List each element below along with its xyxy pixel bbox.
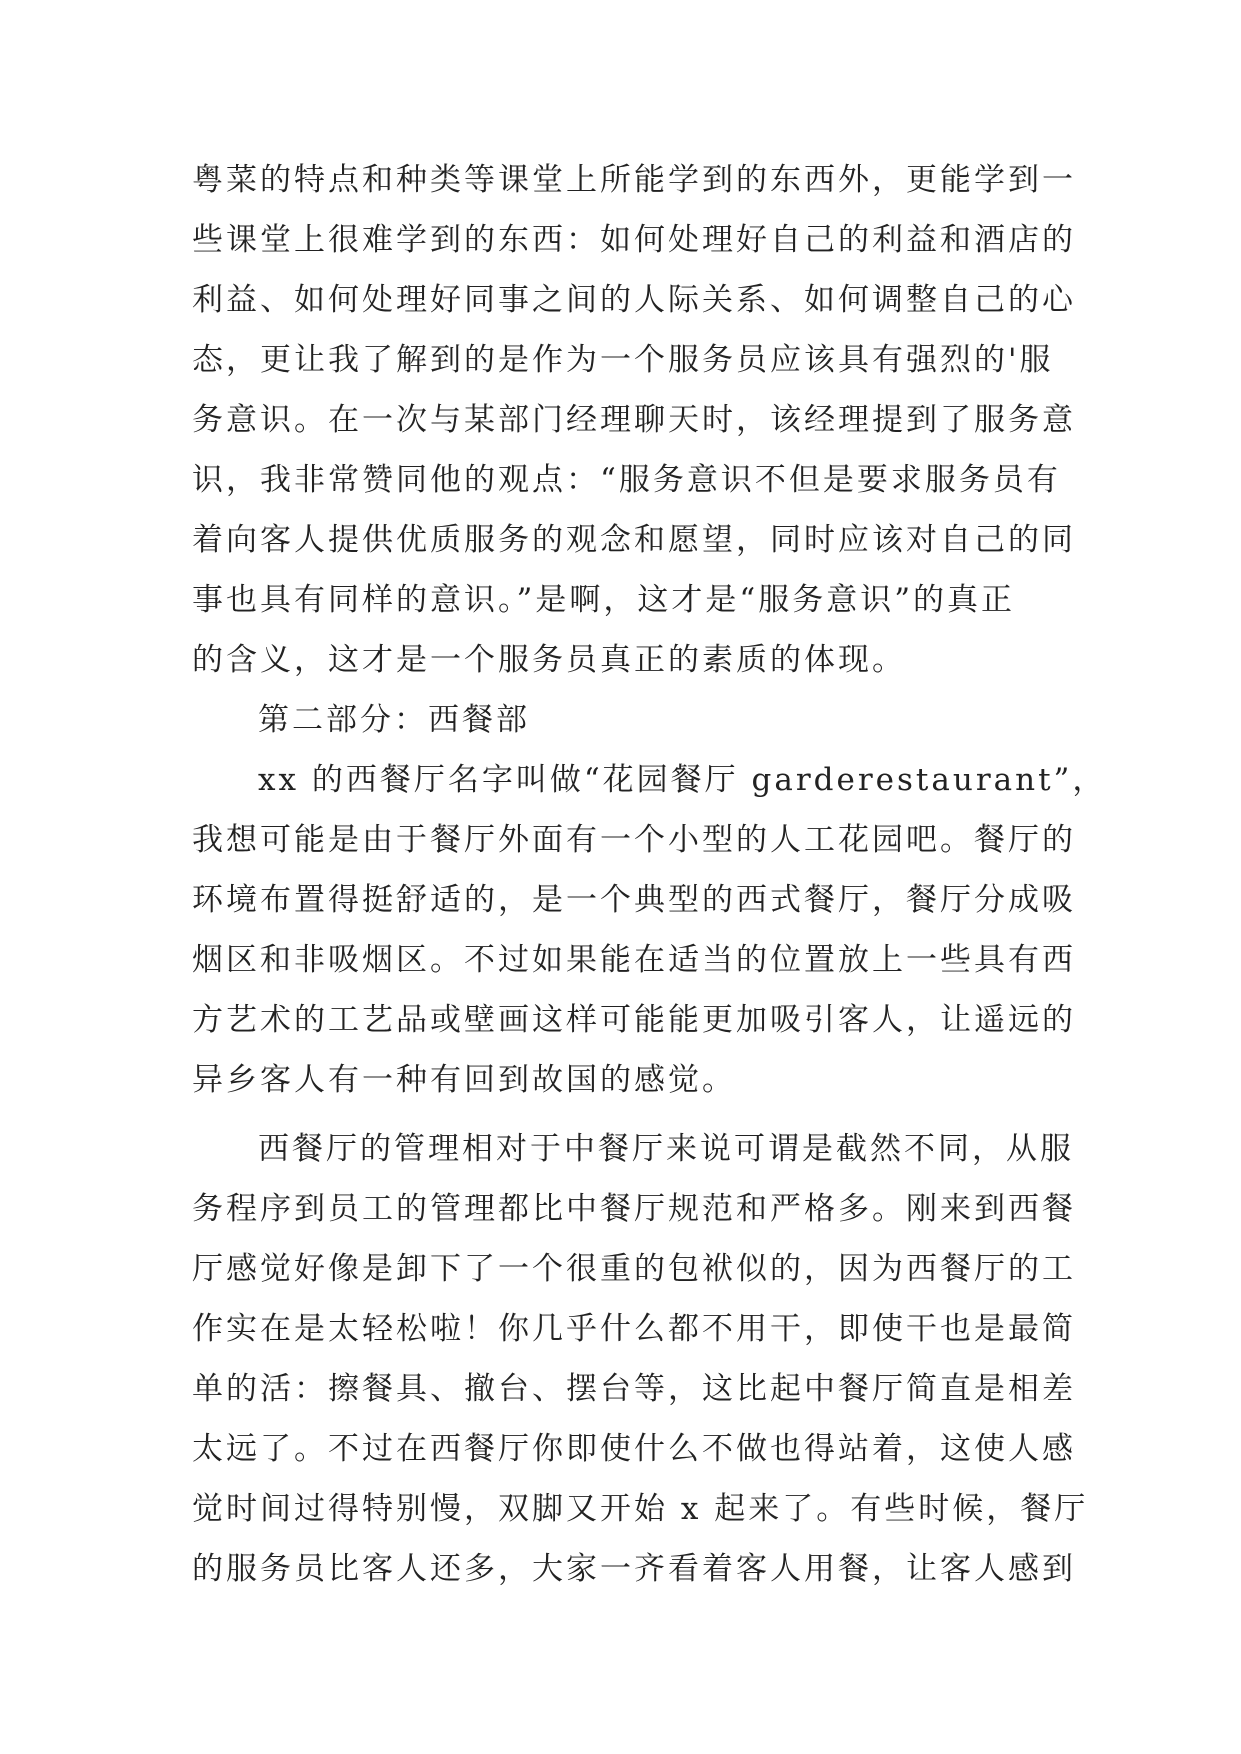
text-line: 的服务员比客人还多，大家一齐看着客人用餐，让客人感到 <box>192 1551 1076 1587</box>
text-line: 方艺术的工艺品或壁画这样可能能更加吸引客人，让遥远的 <box>192 1002 1076 1038</box>
text-line: 着向客人提供优质服务的观念和愿望，同时应该对自己的同 <box>192 522 1076 558</box>
text-line: 务意识。在一次与某部门经理聊天时，该经理提到了服务意 <box>192 402 1076 438</box>
text-line: 务程序到员工的管理都比中餐厅规范和严格多。刚来到西餐 <box>192 1191 1076 1227</box>
text-line: 的含义，这才是一个服务员真正的素质的体现。 <box>192 642 906 678</box>
text-line: 太远了。不过在西餐厅你即使什么不做也得站着，这使人感 <box>192 1431 1076 1467</box>
text-line: 事也具有同样的意识。”是啊，这才是“服务意识”的真正 <box>192 582 1016 618</box>
paragraph-start-line: 西餐厅的管理相对于中餐厅来说可谓是截然不同，从服 <box>258 1131 1074 1167</box>
text-line: 异乡客人有一种有回到故国的感觉。 <box>192 1062 736 1098</box>
text-line: 觉时间过得特别慢，双脚又开始 x 起来了。有些时候，餐厅 <box>192 1491 1089 1527</box>
text-line: 态，更让我了解到的是作为一个服务员应该具有强烈的'服 <box>192 342 1054 378</box>
text-line: 利益、如何处理好同事之间的人际关系、如何调整自己的心 <box>192 282 1076 318</box>
text-line: 单的活：擦餐具、撤台、摆台等，这比起中餐厅简直是相差 <box>192 1371 1076 1407</box>
text-line: 识，我非常赞同他的观点：“服务意识不但是要求服务员有 <box>192 462 1061 498</box>
text-line: 粤菜的特点和种类等课堂上所能学到的东西外，更能学到一 <box>192 162 1076 198</box>
text-line: 环境布置得挺舒适的，是一个典型的西式餐厅，餐厅分成吸 <box>192 882 1076 918</box>
text-line: 作实在是太轻松啦！你几乎什么都不用干，即使干也是最简 <box>192 1311 1076 1347</box>
document-body <box>192 150 1107 1599</box>
text-line: 我想可能是由于餐厅外面有一个小型的人工花园吧。餐厅的 <box>192 822 1076 858</box>
text-line: 厅感觉好像是卸下了一个很重的包袱似的，因为西餐厅的工 <box>192 1251 1076 1287</box>
paragraph-start-line: xx 的西餐厅名字叫做“花园餐厅 garderestaurant”， <box>258 762 1107 798</box>
text-line: 些课堂上很难学到的东西：如何处理好自己的利益和酒店的 <box>192 222 1076 258</box>
text-line: 烟区和非吸烟区。不过如果能在适当的位置放上一些具有西 <box>192 942 1076 978</box>
section-heading: 第二部分：西餐部 <box>258 702 530 738</box>
